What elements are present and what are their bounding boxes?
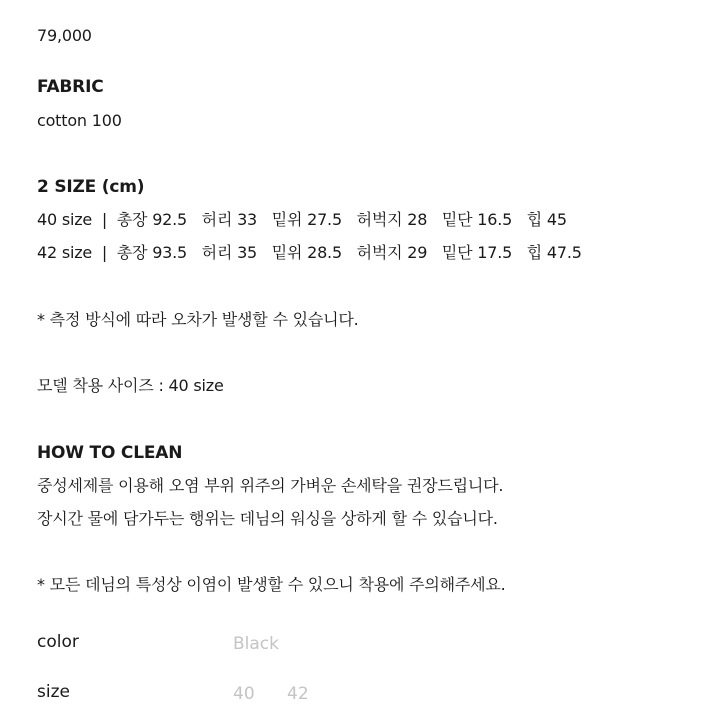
care-line-1: 중성세제를 이용해 오염 부위 위주의 가벼운 손세탁을 권장드립니다. bbox=[37, 476, 504, 495]
fabric-heading: FABRIC bbox=[37, 77, 104, 97]
care-note: * 모든 데님의 특성상 이염이 발생할 수 있으니 착용에 주의해주세요. bbox=[37, 575, 506, 594]
color-option-label: color bbox=[37, 632, 79, 652]
color-option-black[interactable]: Black bbox=[233, 634, 279, 654]
model-size: 모델 착용 사이즈 : 40 size bbox=[37, 376, 224, 395]
care-line-2: 장시간 물에 담가두는 행위는 데님의 워싱을 상하게 할 수 있습니다. bbox=[37, 509, 498, 528]
fabric-value: cotton 100 bbox=[37, 111, 122, 130]
size-option-40[interactable]: 40 bbox=[233, 684, 255, 704]
size-heading: 2 SIZE (cm) bbox=[37, 177, 145, 197]
size-note: * 측정 방식에 따라 오차가 발생할 수 있습니다. bbox=[37, 310, 359, 329]
size-option-label: size bbox=[37, 682, 70, 702]
size-option-42[interactable]: 42 bbox=[287, 684, 309, 704]
price: 79,000 bbox=[37, 26, 92, 45]
size-row-40: 40 size | 총장 92.5 허리 33 밑위 27.5 허벅지 28 밑단 16.5 힙 45 bbox=[37, 210, 567, 229]
size-row-42: 42 size | 총장 93.5 허리 35 밑위 28.5 허벅지 29 밑단 17.5 힙 47.5 bbox=[37, 243, 582, 262]
care-heading: HOW TO CLEAN bbox=[37, 443, 183, 463]
